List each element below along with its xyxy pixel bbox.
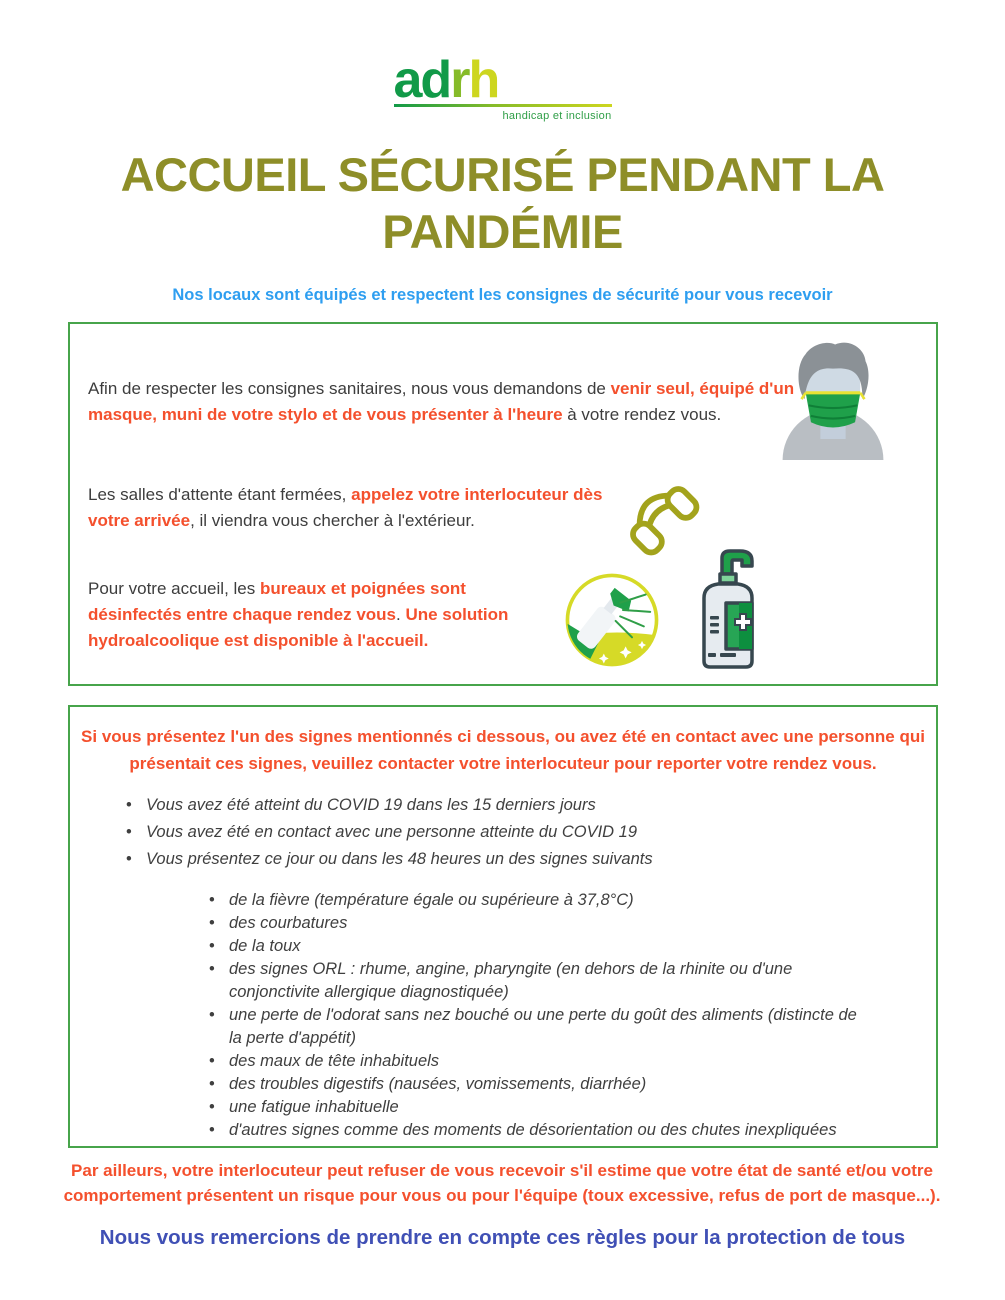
subtitle: Nos locaux sont équipés et respectent les consignes de sécurité pour vous recevoir [172,286,833,304]
person-wearing-mask-icon [770,334,896,460]
p2-highlight: appelez votre interlocuteur dès votre arrivée [88,485,603,530]
list-item: • Vous avez été en contact avec une personne atteinte du COVID 19 [124,819,936,846]
p1-highlight: venir seul, équipé d'un masque, muni de votre stylo et de vous présenter à l'heure [88,379,795,424]
symptoms-warning-heading: Si vous présentez l'un des signes mentionnés ci dessous, ou avez été en contact avec une personne qui présentait ces signes, veuillez contacter votre interlocuteur pour reporter votre rendez vous. [81,727,925,773]
list-item: • des maux de tête inhabituels [207,1050,869,1073]
paragraph-call-on-arrival [88,482,648,534]
p1-pre: Afin de respecter les consignes sanitaires, nous vous demandons de [88,379,611,398]
logo-letters-ad: ad [393,51,451,109]
p2-post: , il viendra vous chercher à l'extérieur. [190,511,475,530]
p2-pre: Les salles d'attente étant fermées, [88,485,352,504]
list-item: • de la fièvre (température égale ou supérieure à 37,8°C) [207,889,869,912]
adrh-logo [0,51,1005,124]
list-item: • une perte de l'odorat sans nez bouché ou une perte du goût des aliments (distincte de la perte d'appétit) [207,1004,869,1050]
paragraph-arrival-rules [88,376,803,428]
p1-post: à votre rendez vous. [562,405,722,424]
list-item: • des courbatures [207,912,869,935]
list-item: • d'autres signes comme des moments de désorientation ou des chutes inexpliquées [207,1119,869,1142]
symptoms-box [68,705,938,1148]
logo-letter-h: h [468,51,499,109]
logo-letter-r: r [450,51,469,109]
refusal-notice: Par ailleurs, votre interlocuteur peut refuser de vous recevoir s'il estime que votre état de santé et/ou votre comportement présentent un risque pour vous ou pour l'équipe (toux excessive, refus de port de masque...). [63,1161,941,1205]
logo-wordmark [393,51,612,109]
p3-highlight-2: Une solution hydroalcoolique est disponible à l'accueil. [88,605,509,650]
list-item: • des signes ORL : rhume, angine, pharyngite (en dehors de la rhinite ou d'une conjonctivite allergique diagnostiquée) [207,958,869,1004]
list-item: • de la toux [207,935,869,958]
p3-pre: Pour votre accueil, les [88,579,260,598]
p3-sep: . [396,605,406,624]
hydroalcoholic-gel-icon [692,546,766,672]
logo-tagline: handicap et inclusion [502,110,612,122]
symptom-signs-list [207,889,936,1142]
paragraph-disinfection [88,576,553,654]
instructions-box [68,322,938,686]
disinfectant-spray-icon [560,570,664,670]
thanks-message: Nous vous remercions de prendre en compte ces règles pour la protection de tous [99,1226,906,1249]
page-title: ACCUEIL SÉCURISÉ PENDANT LA PANDÉMIE [120,148,885,258]
list-item: • Vous présentez ce jour ou dans les 48 heures un des signes suivants [124,846,936,873]
list-item: • des troubles digestifs (nausées, vomissements, diarrhée) [207,1073,869,1096]
symptom-conditions-list [124,792,936,873]
list-item: • Vous avez été atteint du COVID 19 dans les 15 derniers jours [124,792,936,819]
list-item: • une fatigue inhabituelle [207,1096,869,1119]
p3-highlight-1: bureaux et poignées sont désinfectés entre chaque rendez vous [88,579,466,624]
